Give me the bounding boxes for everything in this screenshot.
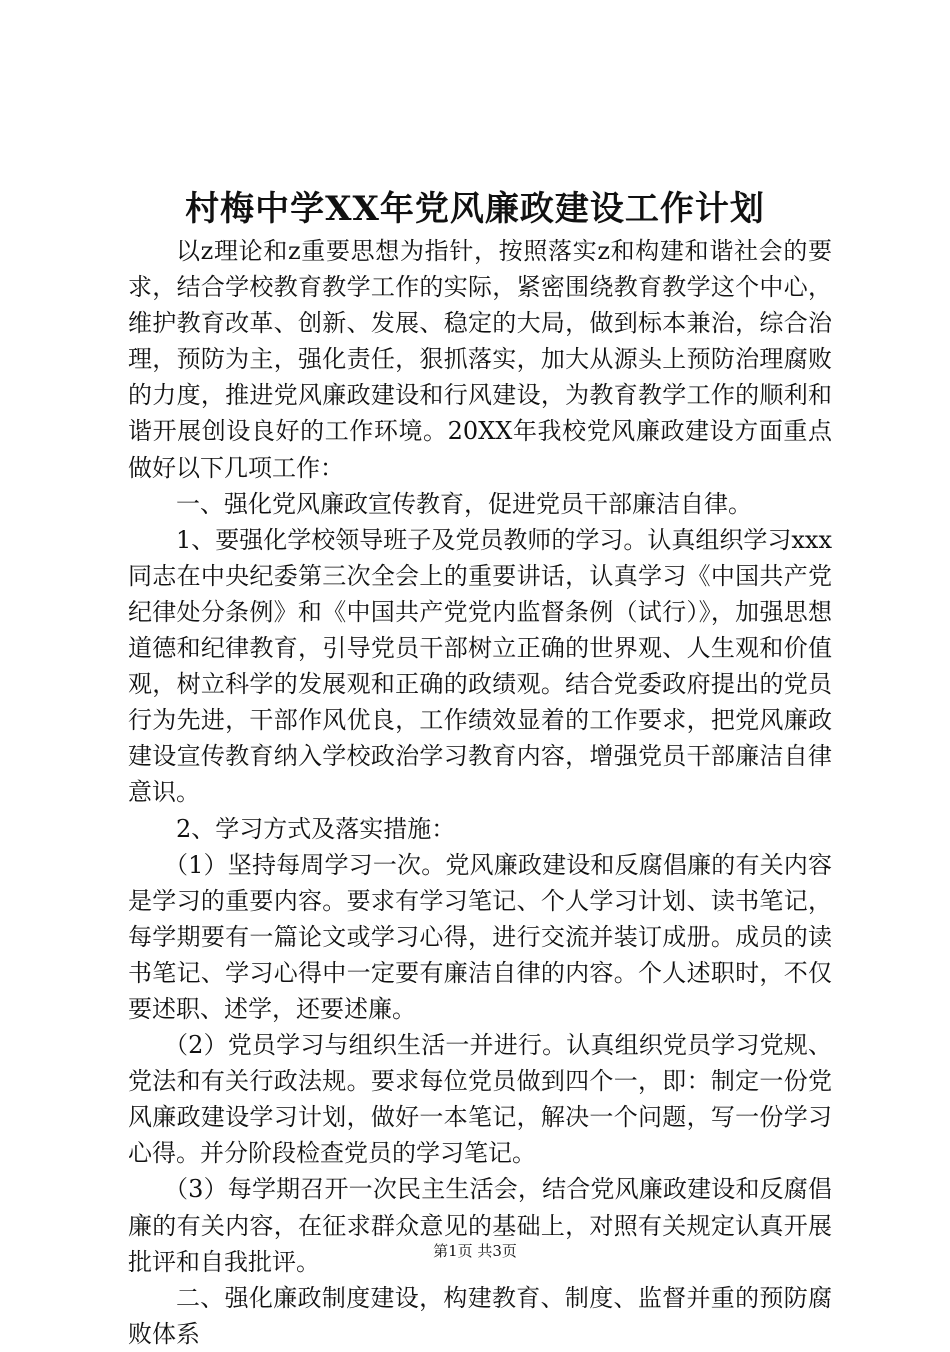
document-title: 村梅中学XX年党风廉政建设工作计划 [185, 189, 765, 229]
paragraph-intro: 以z理论和z重要思想为指针，按照落实z和构建和谐社会的要求，结合学校教育教学工作的实际，紧密围绕教育教学这个中心，维护教育改革、创新、发展、稳定的大局，做到标本兼治，综合治理，预防为主，强化责任，狠抓落实，加大从源头上预防治理腐败的力度，推进党风廉政建设和行风建设，为教育教学工作的顺利和谐开展创设良好的工作环境。20XX年我校党风廉政建设方面重点做好以下几项工作： [128, 237, 832, 482]
paragraph-subitem-2: （2）党员学习与组织生活一并进行。认真组织党员学习党规、党法和有关行政法规。要求每位党员做到四个一，即：制定一份党风廉政建设学习计划，做好一本笔记，解决一个问题，写一份学习心得。并分阶段检查党员的学习笔记。 [128, 1031, 832, 1168]
paragraph-section-1-heading: 一、强化党风廉政宣传教育，促进党员干部廉洁自律。 [176, 489, 752, 518]
paragraph-subitem-3: （3）每学期召开一次民主生活会，结合党风廉政建设和反腐倡廉的有关内容，在征求群众意见的基础上，对照有关规定认真开展批评和自我批评。 [128, 1175, 832, 1276]
page-number-footer: 第1页 共3页 [433, 1242, 517, 1260]
paragraph-section-2-heading: 二、强化廉政制度建设，构建教育、制度、监督并重的预防腐败体系 [128, 1283, 832, 1348]
paragraph-item-1: 1、要强化学校领导班子及党员教师的学习。认真组织学习xxx同志在中央纪委第三次全会上的重要讲话，认真学习《中国共产党纪律处分条例》和《中国共产党党内监督条例（试行）》，加强思想道德和纪律教育，引导党员干部树立正确的世界观、人生观和价值观，树立科学的发展观和正确的政绩观。结合党委政府提出的党员行为先进，干部作风优良，工作绩效显着的工作要求，把党风廉政建设宣传教育纳入学校政治学习教育内容，增强党员干部廉洁自律意识。 [128, 525, 832, 807]
document-body [128, 233, 832, 1352]
paragraph-item-2: 2、学习方式及落实措施： [176, 814, 456, 843]
paragraph-subitem-1: （1）坚持每周学习一次。党风廉政建设和反腐倡廉的有关内容是学习的重要内容。要求有学习笔记、个人学习计划、读书笔记，每学期要有一篇论文或学习心得，进行交流并装订成册。成员的读书笔记、学习心得中一定要有廉洁自律的内容。个人述职时，不仅要述职、述学，还要述廉。 [128, 850, 832, 1023]
